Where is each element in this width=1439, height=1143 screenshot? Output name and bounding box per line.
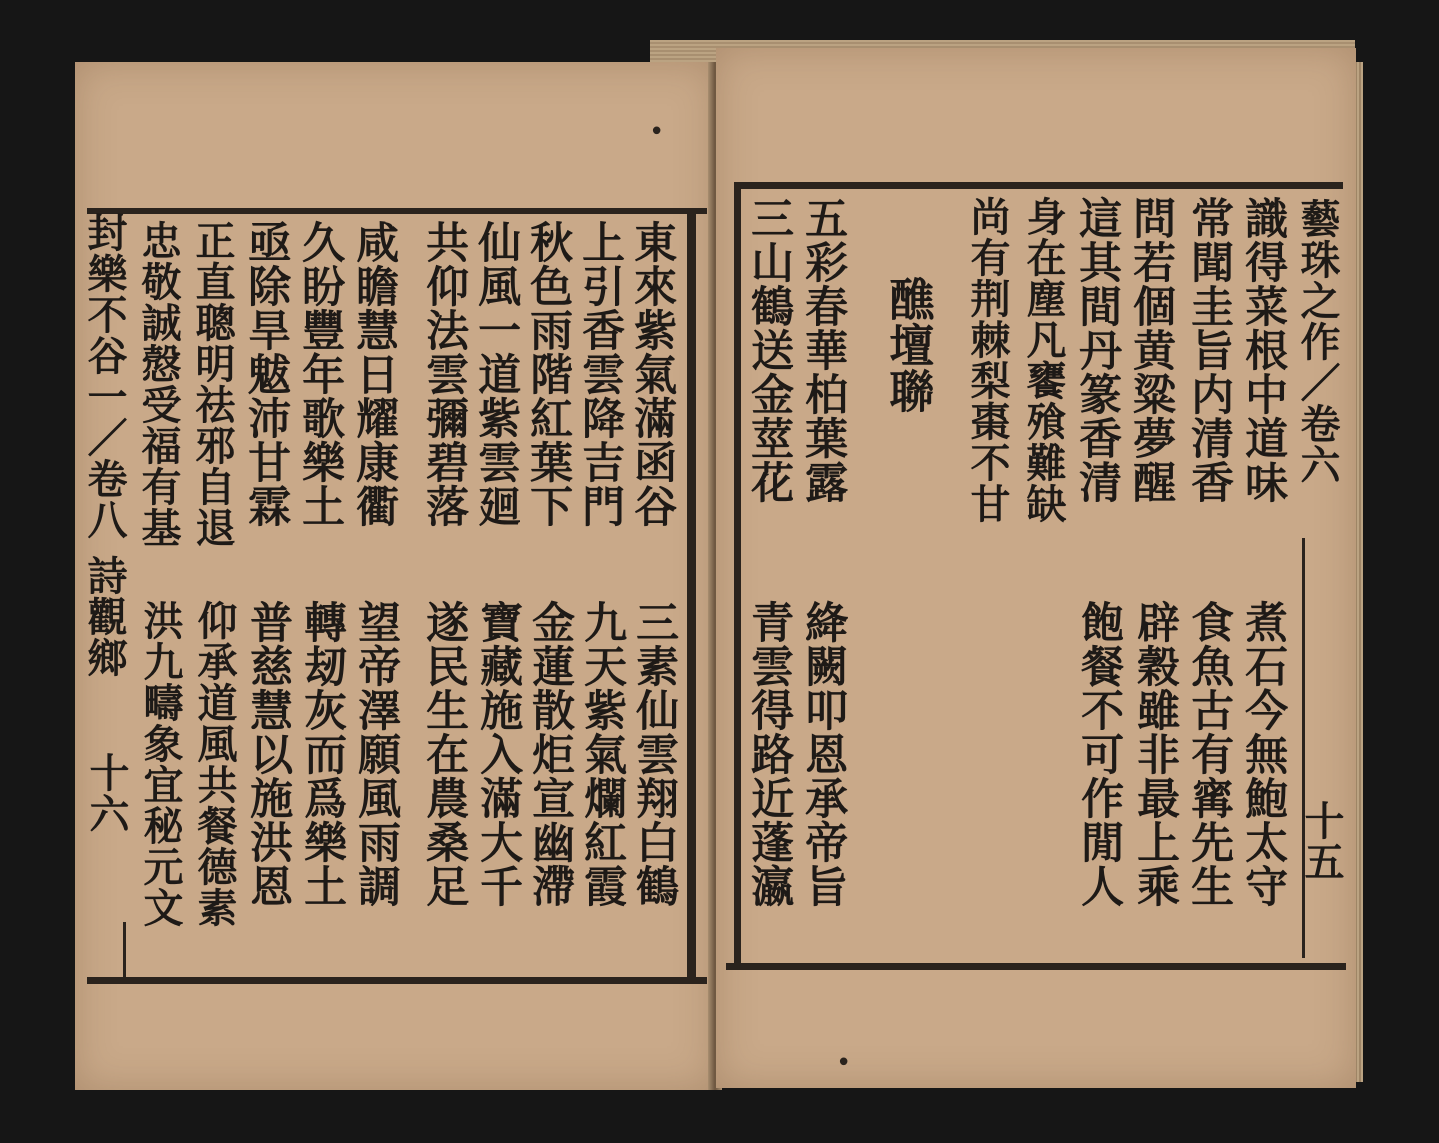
left-lower-col-10: 洪九疇象宜秘元文 [137,600,184,928]
left-lower-col-6: 望帝澤願風雨調 [351,600,402,908]
right-frame-bottom [726,963,1346,970]
right-lower-left-col-1: 絳闕叩恩承帝旨 [798,600,849,908]
couplet-line-1: 五彩春華柏葉露 [798,196,849,504]
left-lower-col-9: 仰承道風共餐德素 [191,600,238,928]
right-fold-line [1302,538,1305,958]
right-frame-top [738,182,1343,189]
right-lower-left-col-2: 青雲得路近蓬瀛 [744,600,795,908]
left-upper-col-8: 亟除旱魃沛甘霖 [241,220,292,528]
left-upper-col-3: 秋色雨階紅葉下 [523,220,574,528]
left-frame-right [687,208,696,978]
right-lower-col-3: 辟穀雖非最上乘 [1130,600,1181,908]
right-margin-title: 藝珠之作／卷六 [1294,198,1341,485]
right-upper-col-2: 常聞圭旨内清香 [1184,196,1235,504]
couplet-line-2: 三山鶴送金莖花 [744,196,795,504]
ink-blot: • [836,1048,852,1078]
left-lower-col-2: 九天紫氣爛紅霞 [577,600,628,908]
left-page [75,62,715,1090]
right-lower-col-2: 食魚古有寗先生 [1184,600,1235,908]
right-upper-col-6: 尚有荆棘梨棗不甘 [964,196,1011,524]
left-upper-col-2: 上引香雲降吉門 [575,220,626,528]
right-lower-col-1: 煮石今無鮑太守 [1238,600,1289,908]
left-frame-bottom [87,977,707,984]
left-upper-col-10: 忠敬誠慤受福有基 [135,220,182,548]
left-upper-col-6: 咸瞻慧日耀康衢 [349,220,400,528]
right-upper-col-4: 這其間丹篆香清 [1072,196,1123,504]
left-upper-col-4: 仙風一道紫雲廻 [471,220,522,528]
left-upper-col-7: 久盼豐年歌樂土 [295,220,346,528]
right-page-number: 十五 [1298,800,1345,882]
left-margin-title: 封樂不谷一／卷八 詩觀鄉 [81,212,128,678]
left-lower-col-1: 三素仙雲翔白鶴 [629,600,680,908]
ink-blot: • [649,117,665,147]
left-lower-col-3: 金蓮散炬宣幽滯 [525,600,576,908]
right-page [716,48,1356,1088]
right-upper-col-1: 識得菜根中道味 [1238,196,1289,504]
left-lower-col-4: 寶藏施入滿大千 [473,600,524,908]
left-upper-col-1: 東來紫氣滿函谷 [627,220,678,528]
left-lower-col-5: 遂民生在農桑足 [419,600,470,908]
left-upper-col-9: 正直聰明祛邪自退 [189,220,236,548]
left-lower-col-8: 普慈慧以施洪恩 [243,600,294,908]
left-frame-top [87,208,707,214]
right-frame-left [734,182,741,967]
left-page-number: 十六 [83,752,130,834]
left-frame-tick [123,922,126,977]
right-upper-col-5: 身在塵凡饔飱難缺 [1020,196,1067,524]
left-lower-col-7: 轉刼灰而爲樂土 [297,600,348,908]
right-upper-col-3: 問若個黄粱夢醒 [1126,196,1177,504]
section-heading: 醮壇聯 [881,276,935,414]
left-upper-col-5: 共仰法雲彌碧落 [419,220,470,528]
right-lower-col-4: 飽餐不可作閒人 [1074,600,1125,908]
